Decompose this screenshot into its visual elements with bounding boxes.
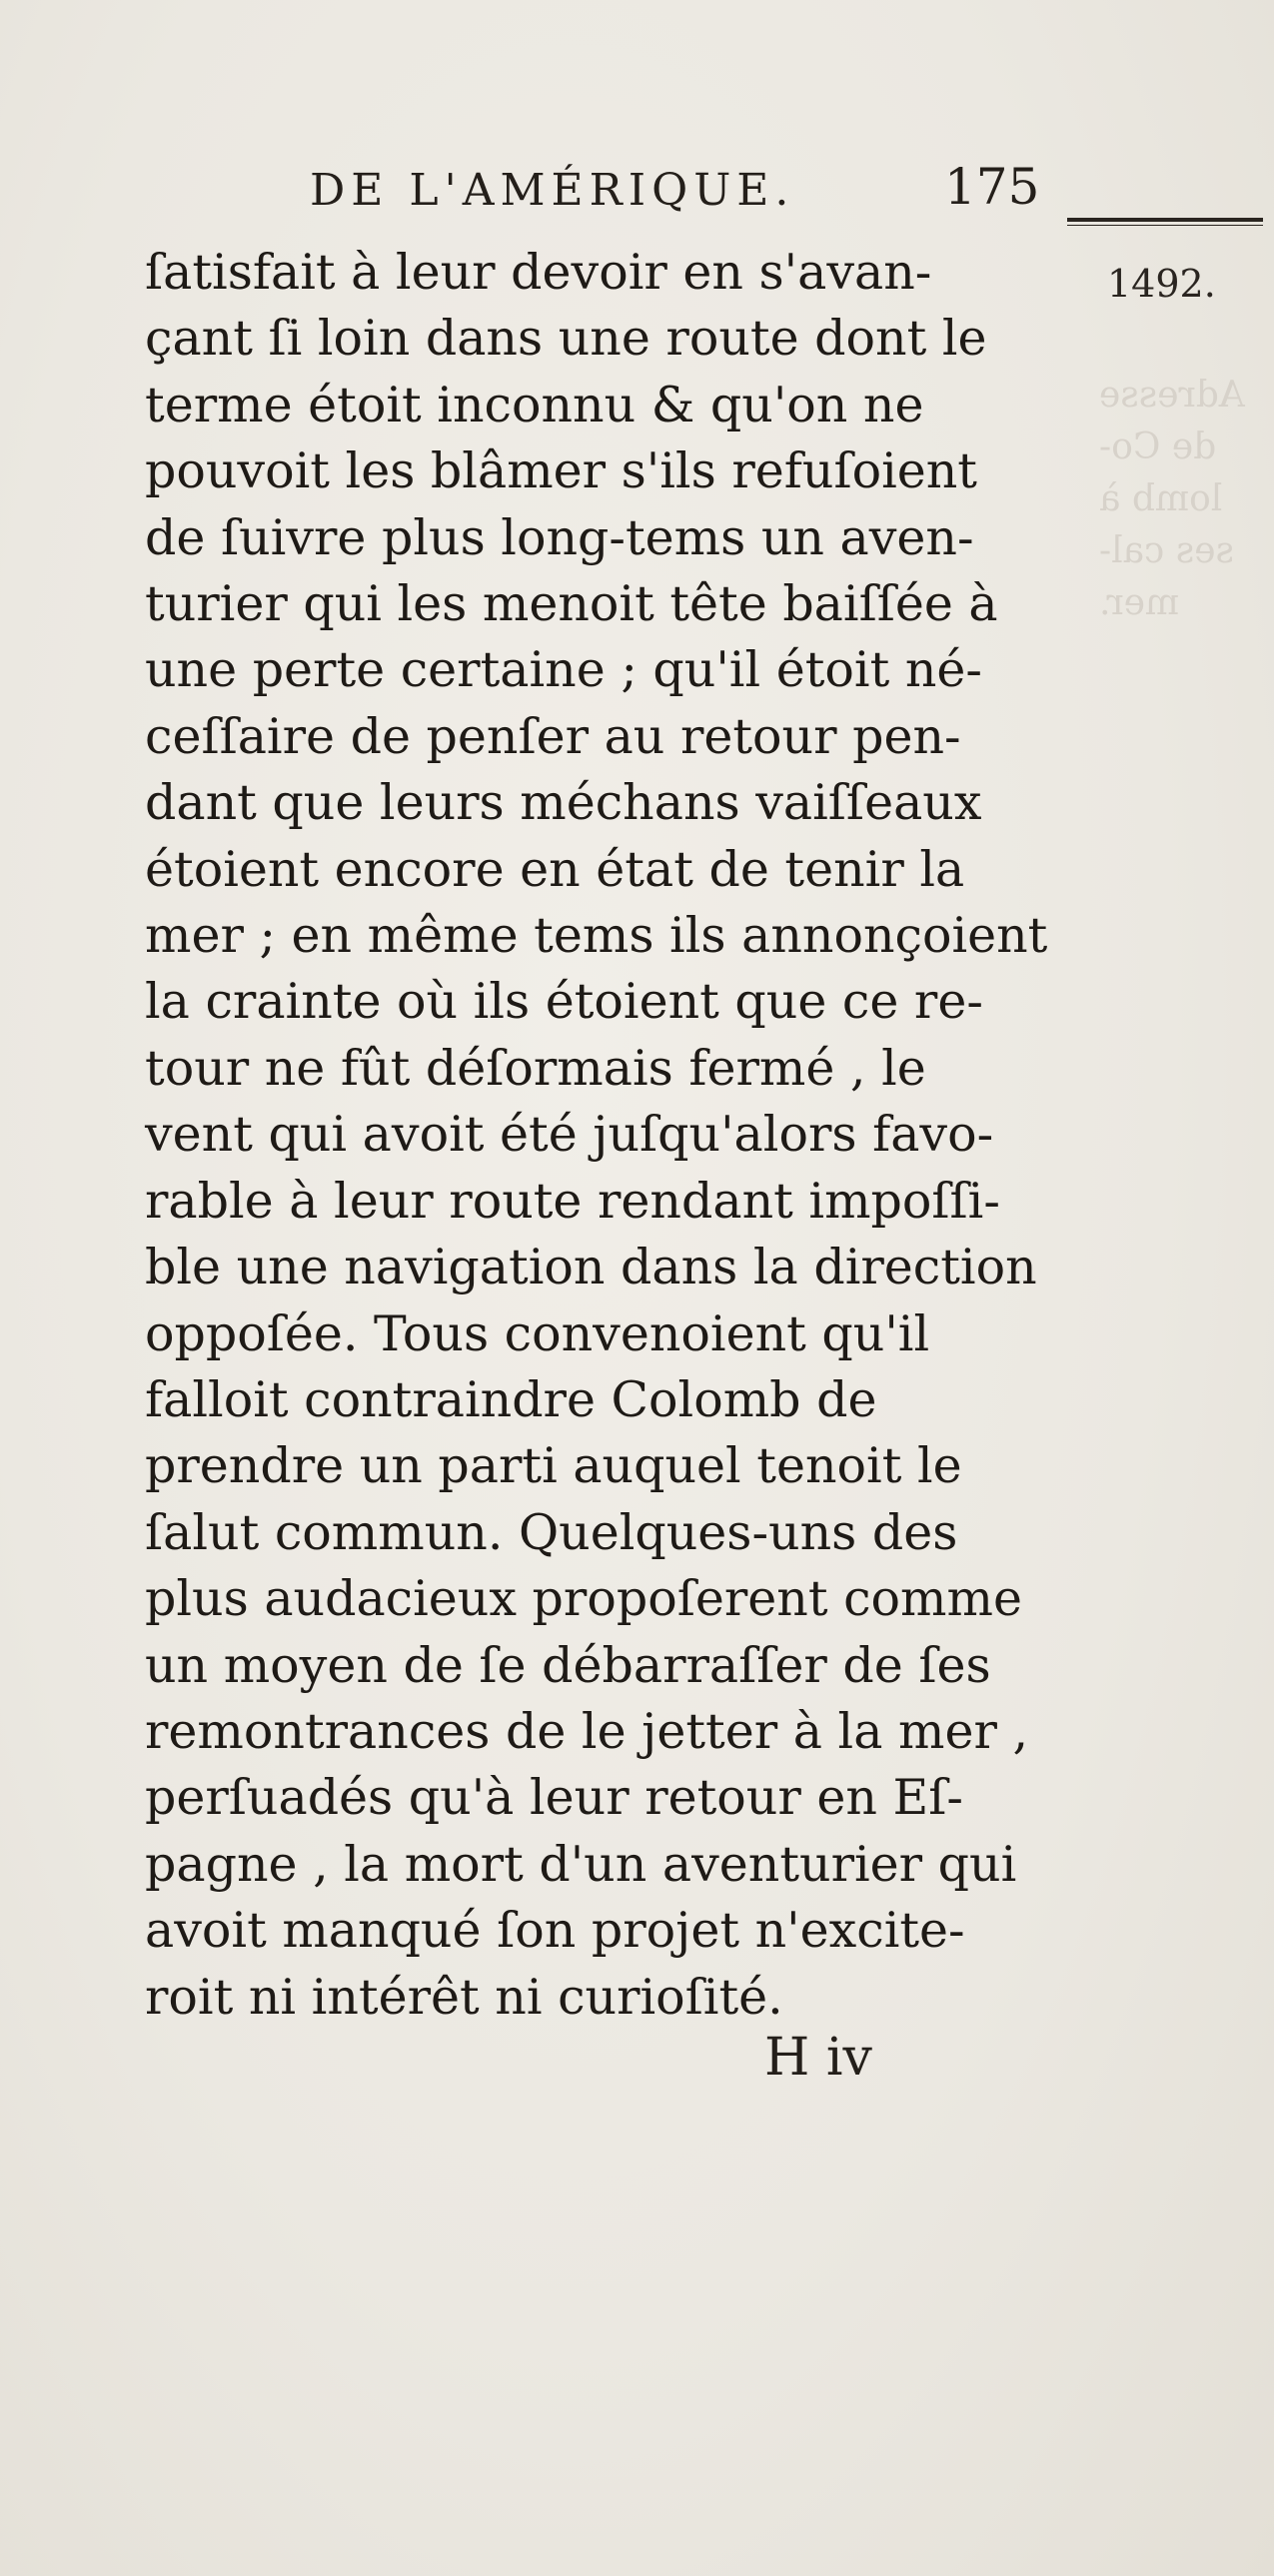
text-line: mer ; en même tems ils annonçoient xyxy=(145,907,1048,965)
text-line: vent qui avoit été juſqu'alors favo- xyxy=(145,1106,994,1164)
text-line: roit ni intérêt ni curioſité. xyxy=(145,1968,783,2026)
show-through-margin-note xyxy=(1099,370,1259,629)
text-line: tour ne fût déſormais fermé , le xyxy=(145,1039,926,1097)
text-line: de ſuivre plus long-tems un aven- xyxy=(145,508,974,566)
text-line: pagne , la mort d'un aventurier qui xyxy=(145,1835,1017,1893)
page-number: 175 xyxy=(944,158,1040,216)
margin-year-note: 1492. xyxy=(1107,262,1216,306)
show-through-line: mer. xyxy=(1099,582,1180,623)
text-line: rable à leur route rendant impoſſi- xyxy=(145,1172,1000,1230)
text-line: remontrances de le jetter à la mer , xyxy=(145,1702,1029,1760)
text-line: la crainte où ils étoient que ce re- xyxy=(145,973,983,1031)
text-line: dant que leurs méchans vaiſſeaux xyxy=(145,774,982,832)
text-line: ble une navigation dans la direction xyxy=(145,1239,1037,1296)
text-line: ſatisfait à leur devoir en s'avan- xyxy=(145,244,932,301)
text-line: ſalut commun. Quelques-uns des xyxy=(145,1503,958,1561)
header-rule xyxy=(1067,218,1263,226)
text-line: oppoſée. Tous convenoient qu'il xyxy=(145,1304,930,1362)
show-through-line: ses cal- xyxy=(1099,530,1234,571)
text-line: une perte certaine ; qu'il étoit né- xyxy=(145,641,982,699)
text-line: turier qui les menoit tête baiſſée à xyxy=(145,575,998,633)
text-line: plus audacieux propoſerent comme xyxy=(145,1570,1022,1628)
text-line: pouvoit les blâmer s'ils refuſoient xyxy=(145,442,977,500)
show-through-line: de Co- xyxy=(1099,427,1217,467)
text-line: prendre un parti auquel tenoit le xyxy=(145,1437,962,1495)
text-line: étoient encore en état de tenir la xyxy=(145,840,965,898)
text-line: falloit contraindre Colomb de xyxy=(145,1370,877,1428)
text-line: perſuadés qu'à leur retour en Eſ- xyxy=(145,1769,963,1827)
show-through-line: lomb à xyxy=(1099,478,1223,519)
text-line: un moyen de ſe débarraſſer de ſes xyxy=(145,1636,991,1694)
signature-mark: H iv xyxy=(764,2028,872,2088)
text-line: avoit manqué ſon projet n'excite- xyxy=(145,1902,965,1960)
body-text xyxy=(145,240,1048,2031)
show-through-line: Adresse xyxy=(1099,375,1245,416)
text-line: çant ſi loin dans une route dont le xyxy=(145,310,987,368)
text-line: ceſſaire de penſer au retour pen- xyxy=(145,707,961,765)
running-head: DE L'AMÉRIQUE. xyxy=(310,165,795,216)
text-line: terme étoit inconnu & qu'on ne xyxy=(145,376,924,433)
